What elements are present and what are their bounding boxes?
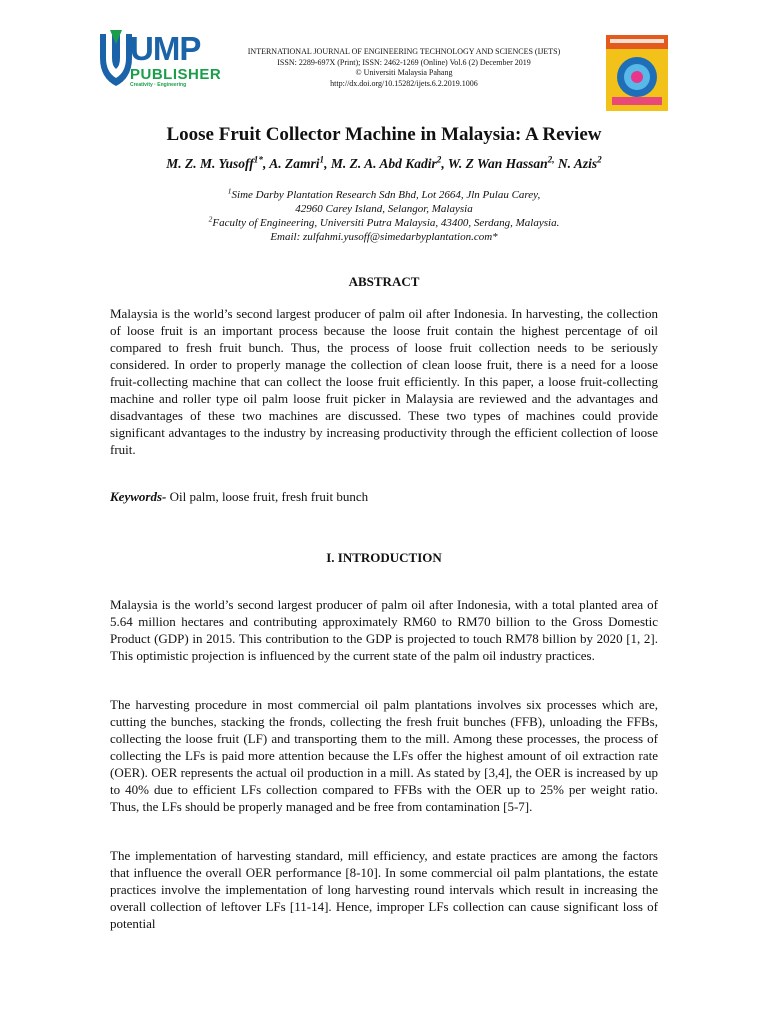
intro-paragraph: Malaysia is the world’s second largest producer of palm oil after Indonesia, with a total planted area of 5.64 million hectares and contributing approximately RM60 to RM70 billion to the Gross Domestic Product (GDP) in 2015. This contribution to the GDP is projected to touch RM78 billion by 2020 [1, 2]. This optimistic projection is influenced by the current state of the palm oil industry practices. <box>110 597 658 663</box>
author-sup: 1* <box>253 154 263 165</box>
author-sup: 1 <box>319 154 325 165</box>
journal-doi[interactable]: http://dx.doi.org/10.15282/ijets.6.2.2019.1006 <box>330 78 478 88</box>
section-heading-introduction: I. INTRODUCTION <box>326 550 442 565</box>
author-name: A. Zamri <box>269 156 320 171</box>
author-name: M. Z. M. Yusoff <box>166 156 254 171</box>
intro-paragraph: The implementation of harvesting standard, mill efficiency, and estate practices are among the factors that influence the overall OER performance [8-10]. In some commercial oil palm plantations, the estate practices involve the implementation of long harvesting round intervals which result in increasing the overall collection of leftover LFs [11-14]. Hence, improper LFs collection can cause significant loss of potential <box>110 848 658 931</box>
paper-title: Loose Fruit Collector Machine in Malaysia: A Review <box>166 124 602 145</box>
logo-publisher: PUBLISHER <box>130 66 222 83</box>
keywords-label: Keywords- <box>110 489 167 504</box>
affiliation-line: 42960 Carey Island, Selangor, Malaysia <box>295 203 473 215</box>
author-sup: 2, <box>547 154 555 165</box>
logo-tagline: Creativity · Engineering <box>130 82 187 88</box>
affiliation-line: $^1$Sime Darby Plantation Research Sdn Bhd, Lot 2664, Jln Pulau Carey, <box>227 186 541 201</box>
journal-cover-image <box>606 35 668 111</box>
keywords-list: Oil palm, loose fruit, fresh fruit bunch <box>166 489 369 504</box>
contact-email[interactable]: Email: zulfahmi.yusoff@simedarbyplantation.com* <box>270 231 498 243</box>
journal-info <box>212 47 596 89</box>
journal-issn: ISSN: 2289-697X (Print); ISSN: 2462-1269 (Online) Vol.6 (2) December 2019 <box>277 57 531 67</box>
keywords <box>110 488 658 505</box>
author-name: M. Z. A. Abd Kadir <box>330 156 437 171</box>
author-list: M. Z. M. Yusoff$^{1*}$, A. Zamri$^1$, M. Z. A. Abd Kadir$^2$, W. Z Wan Hassan$^{2,}$ N. Azis$^2$ <box>166 154 602 171</box>
journal-copyright: © Universiti Malaysia Pahang <box>355 68 453 77</box>
author-name: N. Azis <box>557 156 598 171</box>
affiliation-line: $^2$Faculty of Engineering, Universiti Putra Malaysia, 43400, Serdang, Malaysia. <box>208 214 560 229</box>
author-sup: 2 <box>597 154 602 165</box>
journal-name: INTERNATIONAL JOURNAL OF ENGINEERING TECHNOLOGY AND SCIENCES (IJETS) <box>247 47 561 56</box>
author-sup: 2 <box>436 154 442 165</box>
abstract-heading: ABSTRACT <box>348 274 420 289</box>
intro-paragraph: The harvesting procedure in most commercial oil palm plantations involves six processes which are, cutting the bunches, stacking the fronds, collecting the fresh fruit bunches (FFB), unloading the FFBs, collecting the loose fruit (LF) and transporting them to the mill. Among these processes, the process of collecting the LFs is paid more attention because the LFs offer the highest amount of oil extraction rate (OER). OER represents the actual oil production in a mill. As stated by [3,4], the OER is increased by up to 40% due to efficient LFs collection compared to FFBs with the OER up to 25% per weight ratio. Thus, the LFs should be properly managed and be free from contamination [5-7]. <box>110 697 658 814</box>
affiliations <box>0 188 768 244</box>
author-name: W. Z Wan Hassan <box>447 156 548 171</box>
logo-name: UMP <box>130 30 201 67</box>
ump-publisher-logo <box>96 28 222 90</box>
abstract-text: Malaysia is the world’s second largest producer of palm oil after Indonesia. In harvesting, the collection of loose fruit is an important process because the loose fruit contain the highest percentage of oil compared to fresh fruit bunch. Thus, the process of loose fruit collection needs to be seriously considered. In order to properly manage the collection of clean loose fruit, there is a need for a loose fruit-collecting machine that can collect the loose fruit efficiently. In this paper, a loose fruit-collecting machine and roller type oil palm loose fruit picker in Malaysia are reviewed and the advantages and disadvantages of these two machines are discussed. These two types of machines could provide significant advantages to the industry by increasing productivity through the efficient collection of loose fruit. <box>110 306 658 457</box>
